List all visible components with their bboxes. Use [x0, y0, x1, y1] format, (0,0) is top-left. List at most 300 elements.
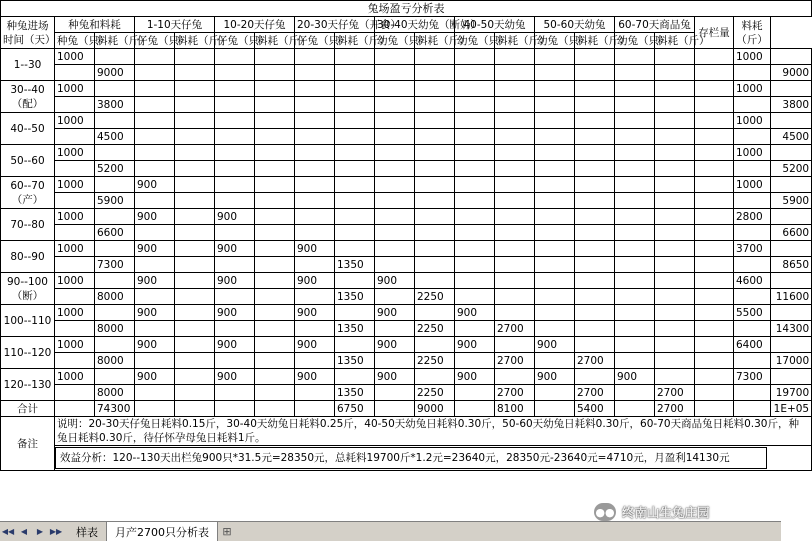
- data-cell[interactable]: [695, 337, 734, 353]
- total-cell[interactable]: [55, 401, 95, 417]
- data-cell[interactable]: [295, 193, 335, 209]
- data-cell[interactable]: [655, 113, 695, 129]
- data-cell[interactable]: [695, 193, 734, 209]
- data-cell[interactable]: [335, 97, 375, 113]
- data-cell[interactable]: 7300: [734, 369, 771, 385]
- data-cell[interactable]: [255, 145, 295, 161]
- data-cell[interactable]: 8000: [95, 289, 135, 305]
- data-cell[interactable]: 900: [135, 337, 175, 353]
- data-cell[interactable]: [295, 257, 335, 273]
- data-cell[interactable]: [295, 97, 335, 113]
- data-cell[interactable]: [415, 65, 455, 81]
- data-cell[interactable]: [375, 385, 415, 401]
- data-cell[interactable]: [655, 369, 695, 385]
- total-cell[interactable]: [375, 401, 415, 417]
- data-cell[interactable]: [535, 145, 575, 161]
- data-cell[interactable]: [415, 337, 455, 353]
- data-cell[interactable]: [175, 337, 215, 353]
- data-cell[interactable]: [615, 225, 655, 241]
- data-cell[interactable]: 6600: [95, 225, 135, 241]
- total-cell[interactable]: 1E+05: [771, 401, 812, 417]
- tab-nav-next-icon[interactable]: ▶: [36, 527, 44, 536]
- data-cell[interactable]: [771, 369, 812, 385]
- data-cell[interactable]: [95, 305, 135, 321]
- data-cell[interactable]: 2700: [495, 353, 535, 369]
- data-cell[interactable]: 8000: [95, 321, 135, 337]
- data-cell[interactable]: [375, 177, 415, 193]
- data-cell[interactable]: [495, 129, 535, 145]
- data-cell[interactable]: [295, 145, 335, 161]
- data-cell[interactable]: [575, 113, 615, 129]
- data-cell[interactable]: [695, 369, 734, 385]
- data-cell[interactable]: [215, 177, 255, 193]
- data-cell[interactable]: [295, 81, 335, 97]
- data-cell[interactable]: [575, 161, 615, 177]
- data-cell[interactable]: [255, 129, 295, 145]
- data-cell[interactable]: [695, 225, 734, 241]
- data-cell[interactable]: [135, 353, 175, 369]
- data-cell[interactable]: [415, 49, 455, 65]
- data-cell[interactable]: 4600: [734, 273, 771, 289]
- total-cell[interactable]: [175, 401, 215, 417]
- data-cell[interactable]: [135, 257, 175, 273]
- data-cell[interactable]: 5500: [734, 305, 771, 321]
- data-cell[interactable]: [615, 273, 655, 289]
- total-cell[interactable]: [535, 401, 575, 417]
- data-cell[interactable]: [495, 369, 535, 385]
- period-label[interactable]: 60--70（产）: [1, 177, 55, 209]
- data-cell[interactable]: [695, 321, 734, 337]
- data-cell[interactable]: [575, 97, 615, 113]
- data-cell[interactable]: 1000: [55, 337, 95, 353]
- data-cell[interactable]: [455, 209, 495, 225]
- total-cell[interactable]: [135, 401, 175, 417]
- data-cell[interactable]: 900: [615, 369, 655, 385]
- data-cell[interactable]: [655, 241, 695, 257]
- data-cell[interactable]: [95, 49, 135, 65]
- data-cell[interactable]: [335, 65, 375, 81]
- data-cell[interactable]: [575, 193, 615, 209]
- data-cell[interactable]: [335, 241, 375, 257]
- data-cell[interactable]: [255, 225, 295, 241]
- data-cell[interactable]: [415, 273, 455, 289]
- data-cell[interactable]: [135, 385, 175, 401]
- data-cell[interactable]: 4500: [771, 129, 812, 145]
- data-cell[interactable]: 1000: [55, 145, 95, 161]
- data-cell[interactable]: [771, 337, 812, 353]
- data-cell[interactable]: 900: [215, 337, 255, 353]
- data-cell[interactable]: 900: [455, 369, 495, 385]
- data-cell[interactable]: 900: [375, 305, 415, 321]
- data-cell[interactable]: [535, 225, 575, 241]
- data-cell[interactable]: [771, 273, 812, 289]
- data-cell[interactable]: [215, 193, 255, 209]
- data-cell[interactable]: [695, 49, 734, 65]
- data-cell[interactable]: [255, 209, 295, 225]
- data-cell[interactable]: [295, 385, 335, 401]
- data-cell[interactable]: 900: [215, 209, 255, 225]
- data-cell[interactable]: 900: [135, 305, 175, 321]
- data-cell[interactable]: 1000: [55, 305, 95, 321]
- data-cell[interactable]: [615, 305, 655, 321]
- data-cell[interactable]: 900: [135, 209, 175, 225]
- data-cell[interactable]: 1350: [335, 289, 375, 305]
- data-cell[interactable]: [135, 65, 175, 81]
- period-label[interactable]: 1--30: [1, 49, 55, 81]
- data-cell[interactable]: [695, 97, 734, 113]
- data-cell[interactable]: [771, 209, 812, 225]
- data-cell[interactable]: [375, 321, 415, 337]
- data-cell[interactable]: [575, 177, 615, 193]
- data-cell[interactable]: 1000: [55, 369, 95, 385]
- data-cell[interactable]: 2700: [575, 353, 615, 369]
- data-cell[interactable]: [295, 209, 335, 225]
- data-cell[interactable]: [535, 177, 575, 193]
- data-cell[interactable]: [215, 257, 255, 273]
- data-cell[interactable]: [615, 113, 655, 129]
- data-cell[interactable]: [295, 49, 335, 65]
- data-cell[interactable]: [55, 257, 95, 273]
- data-cell[interactable]: [695, 113, 734, 129]
- header-feed-total[interactable]: 料耗（斤）: [734, 17, 771, 49]
- data-cell[interactable]: [175, 273, 215, 289]
- subheader-feed[interactable]: 料耗（斤）: [335, 33, 375, 49]
- data-cell[interactable]: [771, 81, 812, 97]
- data-cell[interactable]: [734, 193, 771, 209]
- data-cell[interactable]: [375, 129, 415, 145]
- data-cell[interactable]: [495, 113, 535, 129]
- data-cell[interactable]: 900: [135, 177, 175, 193]
- data-cell[interactable]: 8650: [771, 257, 812, 273]
- data-cell[interactable]: [535, 49, 575, 65]
- data-cell[interactable]: [255, 241, 295, 257]
- data-cell[interactable]: [335, 305, 375, 321]
- data-cell[interactable]: [95, 113, 135, 129]
- data-cell[interactable]: [734, 225, 771, 241]
- data-cell[interactable]: [695, 241, 734, 257]
- data-cell[interactable]: [455, 225, 495, 241]
- data-cell[interactable]: 2700: [495, 321, 535, 337]
- data-cell[interactable]: 5200: [95, 161, 135, 177]
- data-cell[interactable]: [695, 385, 734, 401]
- data-cell[interactable]: [375, 97, 415, 113]
- data-cell[interactable]: 900: [295, 273, 335, 289]
- data-cell[interactable]: [615, 193, 655, 209]
- data-cell[interactable]: [495, 273, 535, 289]
- data-cell[interactable]: [375, 161, 415, 177]
- data-cell[interactable]: [255, 49, 295, 65]
- data-cell[interactable]: 900: [375, 337, 415, 353]
- new-sheet-icon[interactable]: ⊞: [222, 525, 232, 538]
- data-cell[interactable]: 900: [295, 369, 335, 385]
- data-cell[interactable]: [135, 97, 175, 113]
- data-cell[interactable]: [255, 177, 295, 193]
- data-cell[interactable]: [655, 81, 695, 97]
- header-age-1-10[interactable]: 1-10天仔兔: [135, 17, 215, 33]
- notes-explanation[interactable]: 说明：20-30天仔兔日耗料0.15斤，30-40天幼兔日耗料0.25斤，40-50天幼兔日耗料0.30斤，50-60天幼兔日耗料0.30斤，60-70天商品兔日耗料0.30斤，种兔日耗料0.30斤，待仔怀孕母兔日耗料1斤。: [55, 417, 812, 446]
- data-cell[interactable]: [695, 289, 734, 305]
- data-cell[interactable]: [215, 353, 255, 369]
- data-cell[interactable]: 900: [375, 369, 415, 385]
- data-cell[interactable]: [535, 161, 575, 177]
- data-cell[interactable]: 19700: [771, 385, 812, 401]
- data-cell[interactable]: [575, 289, 615, 305]
- period-label[interactable]: 120--130: [1, 369, 55, 401]
- data-cell[interactable]: [375, 289, 415, 305]
- data-cell[interactable]: 2700: [655, 385, 695, 401]
- tab-nav-prev-icon[interactable]: ◀: [20, 527, 28, 536]
- data-cell[interactable]: [615, 49, 655, 65]
- data-cell[interactable]: [175, 289, 215, 305]
- data-cell[interactable]: [415, 193, 455, 209]
- subheader-feed[interactable]: 料耗（斤）: [95, 33, 135, 49]
- data-cell[interactable]: [255, 353, 295, 369]
- data-cell[interactable]: 1000: [734, 177, 771, 193]
- data-cell[interactable]: [375, 353, 415, 369]
- data-cell[interactable]: [535, 209, 575, 225]
- tab-nav-first-icon[interactable]: ◀◀: [1, 527, 15, 536]
- data-cell[interactable]: [615, 257, 655, 273]
- data-cell[interactable]: 8000: [95, 385, 135, 401]
- data-cell[interactable]: [255, 193, 295, 209]
- data-cell[interactable]: [135, 193, 175, 209]
- data-cell[interactable]: 900: [295, 337, 335, 353]
- data-cell[interactable]: [495, 193, 535, 209]
- data-cell[interactable]: [771, 49, 812, 65]
- total-label[interactable]: 合计: [1, 401, 55, 417]
- data-cell[interactable]: 9000: [771, 65, 812, 81]
- data-cell[interactable]: [135, 81, 175, 97]
- data-cell[interactable]: [175, 321, 215, 337]
- data-cell[interactable]: [575, 321, 615, 337]
- data-cell[interactable]: [734, 385, 771, 401]
- total-cell[interactable]: [215, 401, 255, 417]
- data-cell[interactable]: [495, 225, 535, 241]
- data-cell[interactable]: [175, 225, 215, 241]
- data-cell[interactable]: [335, 49, 375, 65]
- total-cell[interactable]: [455, 401, 495, 417]
- data-cell[interactable]: [495, 209, 535, 225]
- data-cell[interactable]: [535, 257, 575, 273]
- data-cell[interactable]: [615, 161, 655, 177]
- data-cell[interactable]: [495, 65, 535, 81]
- data-cell[interactable]: [175, 49, 215, 65]
- data-cell[interactable]: [255, 273, 295, 289]
- data-cell[interactable]: [55, 129, 95, 145]
- data-cell[interactable]: [375, 209, 415, 225]
- data-cell[interactable]: [295, 129, 335, 145]
- data-cell[interactable]: [335, 337, 375, 353]
- data-cell[interactable]: [215, 321, 255, 337]
- data-cell[interactable]: [175, 257, 215, 273]
- data-cell[interactable]: [295, 353, 335, 369]
- data-cell[interactable]: [455, 113, 495, 129]
- data-cell[interactable]: [255, 289, 295, 305]
- data-cell[interactable]: [375, 81, 415, 97]
- data-cell[interactable]: [655, 305, 695, 321]
- data-cell[interactable]: [175, 241, 215, 257]
- data-cell[interactable]: [771, 113, 812, 129]
- subheader-kit[interactable]: 仔兔（只）: [215, 33, 255, 49]
- data-cell[interactable]: [255, 337, 295, 353]
- data-cell[interactable]: [495, 145, 535, 161]
- data-cell[interactable]: [695, 273, 734, 289]
- data-cell[interactable]: 900: [535, 369, 575, 385]
- data-cell[interactable]: [655, 289, 695, 305]
- data-cell[interactable]: [215, 113, 255, 129]
- data-cell[interactable]: 900: [135, 241, 175, 257]
- data-cell[interactable]: [734, 289, 771, 305]
- data-cell[interactable]: [615, 209, 655, 225]
- efficiency-analysis[interactable]: 效益分析：120--130天出栏兔900只*31.5元=28350元，总耗料19700斤*1.2元=23640元，28350元-23640元=4710元，月盈利14130元: [55, 447, 767, 469]
- data-cell[interactable]: [375, 257, 415, 273]
- data-cell[interactable]: [375, 241, 415, 257]
- subheader-kit[interactable]: 仔兔（只）: [295, 33, 335, 49]
- data-cell[interactable]: [255, 81, 295, 97]
- total-cell[interactable]: [615, 401, 655, 417]
- data-cell[interactable]: [455, 289, 495, 305]
- data-cell[interactable]: [215, 145, 255, 161]
- data-cell[interactable]: [575, 273, 615, 289]
- data-cell[interactable]: [335, 81, 375, 97]
- data-cell[interactable]: [415, 113, 455, 129]
- data-cell[interactable]: [575, 305, 615, 321]
- data-cell[interactable]: 900: [295, 305, 335, 321]
- tab-sample[interactable]: 样表: [68, 522, 107, 541]
- data-cell[interactable]: 900: [215, 305, 255, 321]
- data-cell[interactable]: [695, 65, 734, 81]
- data-cell[interactable]: [415, 161, 455, 177]
- data-cell[interactable]: [655, 49, 695, 65]
- data-cell[interactable]: [175, 81, 215, 97]
- data-cell[interactable]: [535, 113, 575, 129]
- subheader-feed[interactable]: 料耗（斤）: [415, 33, 455, 49]
- period-label[interactable]: 30--40（配）: [1, 81, 55, 113]
- data-cell[interactable]: [655, 145, 695, 161]
- data-cell[interactable]: [655, 225, 695, 241]
- data-cell[interactable]: [535, 385, 575, 401]
- subheader-kit[interactable]: 仔兔（只）: [135, 33, 175, 49]
- header-stock[interactable]: 存栏量: [695, 17, 734, 49]
- data-cell[interactable]: [734, 97, 771, 113]
- data-cell[interactable]: [335, 161, 375, 177]
- data-cell[interactable]: 11600: [771, 289, 812, 305]
- data-cell[interactable]: [575, 209, 615, 225]
- data-cell[interactable]: [335, 273, 375, 289]
- data-cell[interactable]: [615, 81, 655, 97]
- data-cell[interactable]: [375, 49, 415, 65]
- data-cell[interactable]: 8000: [95, 353, 135, 369]
- total-cell[interactable]: [734, 401, 771, 417]
- data-cell[interactable]: [135, 145, 175, 161]
- data-cell[interactable]: [95, 241, 135, 257]
- header-days[interactable]: 种兔进场时间（天）: [1, 17, 55, 49]
- data-cell[interactable]: [575, 129, 615, 145]
- data-cell[interactable]: [655, 273, 695, 289]
- data-cell[interactable]: 1000: [55, 113, 95, 129]
- period-label[interactable]: 90--100（断）: [1, 273, 55, 305]
- data-cell[interactable]: 1350: [335, 257, 375, 273]
- data-cell[interactable]: [255, 257, 295, 273]
- header-breeding[interactable]: 种兔和料耗: [55, 17, 135, 33]
- data-cell[interactable]: [455, 321, 495, 337]
- data-cell[interactable]: 900: [135, 273, 175, 289]
- data-cell[interactable]: [135, 49, 175, 65]
- data-cell[interactable]: [615, 129, 655, 145]
- data-cell[interactable]: 2250: [415, 321, 455, 337]
- period-label[interactable]: 110--120: [1, 337, 55, 369]
- data-cell[interactable]: [615, 337, 655, 353]
- data-cell[interactable]: [455, 241, 495, 257]
- data-cell[interactable]: [455, 161, 495, 177]
- data-cell[interactable]: [255, 321, 295, 337]
- data-cell[interactable]: [535, 305, 575, 321]
- data-cell[interactable]: [135, 161, 175, 177]
- data-cell[interactable]: [55, 321, 95, 337]
- period-label[interactable]: 40--50: [1, 113, 55, 145]
- data-cell[interactable]: [495, 305, 535, 321]
- data-cell[interactable]: [655, 97, 695, 113]
- data-cell[interactable]: [55, 193, 95, 209]
- data-cell[interactable]: [335, 129, 375, 145]
- data-cell[interactable]: 2800: [734, 209, 771, 225]
- data-cell[interactable]: [535, 289, 575, 305]
- data-cell[interactable]: [95, 177, 135, 193]
- data-cell[interactable]: [415, 97, 455, 113]
- data-cell[interactable]: [695, 145, 734, 161]
- data-cell[interactable]: [175, 353, 215, 369]
- data-cell[interactable]: 2700: [575, 385, 615, 401]
- subheader-young[interactable]: 幼兔（只）: [615, 33, 655, 49]
- data-cell[interactable]: [215, 81, 255, 97]
- data-cell[interactable]: [415, 129, 455, 145]
- data-cell[interactable]: 1350: [335, 385, 375, 401]
- data-cell[interactable]: [295, 177, 335, 193]
- data-cell[interactable]: [535, 81, 575, 97]
- data-cell[interactable]: [575, 49, 615, 65]
- data-cell[interactable]: [375, 193, 415, 209]
- data-cell[interactable]: [495, 97, 535, 113]
- data-cell[interactable]: 1350: [335, 321, 375, 337]
- data-cell[interactable]: 3700: [734, 241, 771, 257]
- data-cell[interactable]: [575, 65, 615, 81]
- data-cell[interactable]: 1000: [734, 49, 771, 65]
- data-cell[interactable]: [771, 305, 812, 321]
- data-cell[interactable]: [415, 145, 455, 161]
- data-cell[interactable]: [215, 225, 255, 241]
- data-cell[interactable]: [455, 129, 495, 145]
- data-cell[interactable]: 17000: [771, 353, 812, 369]
- data-cell[interactable]: [255, 305, 295, 321]
- data-cell[interactable]: [495, 161, 535, 177]
- data-cell[interactable]: [375, 225, 415, 241]
- notes-label[interactable]: 备注: [1, 417, 55, 471]
- period-label[interactable]: 100--110: [1, 305, 55, 337]
- data-cell[interactable]: [375, 113, 415, 129]
- data-cell[interactable]: [575, 81, 615, 97]
- data-cell[interactable]: 900: [375, 273, 415, 289]
- data-cell[interactable]: [215, 289, 255, 305]
- total-cell[interactable]: [695, 401, 734, 417]
- data-cell[interactable]: [135, 113, 175, 129]
- total-cell[interactable]: 6750: [335, 401, 375, 417]
- data-cell[interactable]: [415, 369, 455, 385]
- data-cell[interactable]: [615, 241, 655, 257]
- data-cell[interactable]: [655, 353, 695, 369]
- subheader-breeding-rabbit[interactable]: 种兔（只）: [55, 33, 95, 49]
- data-cell[interactable]: 900: [135, 369, 175, 385]
- header-age-60-70[interactable]: 60-70天商品兔: [615, 17, 695, 33]
